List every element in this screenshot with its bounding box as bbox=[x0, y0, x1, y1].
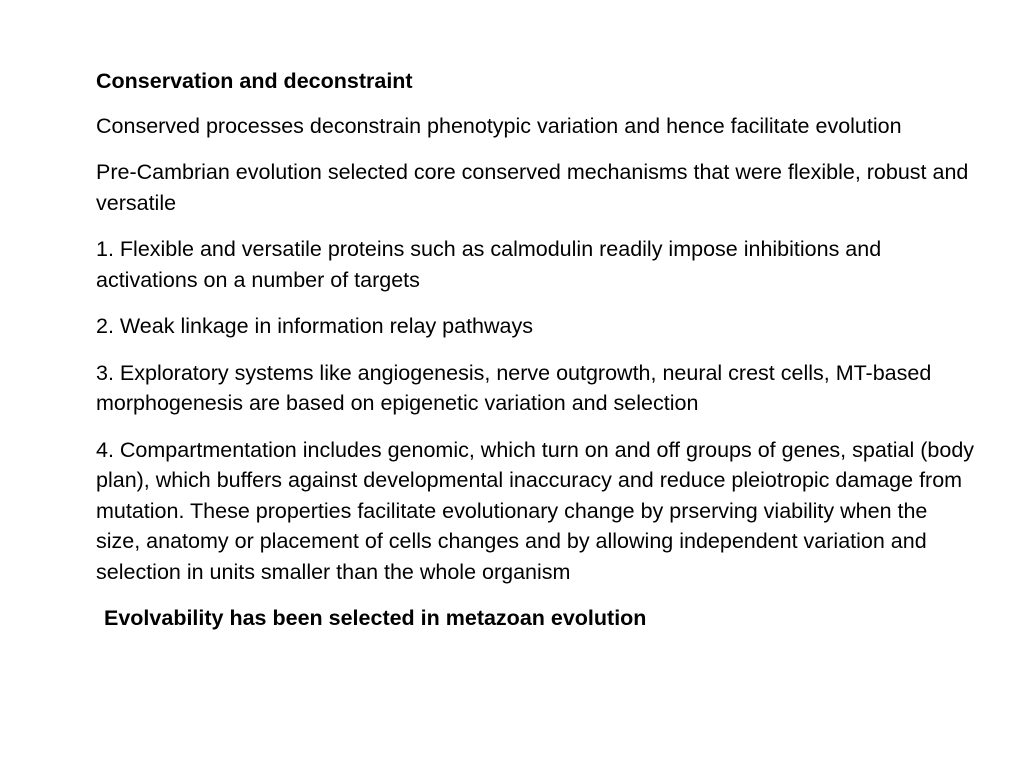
list-item-4: 4. Compartmentation includes genomic, which turn on and off groups of genes, spatial (body plan), which buffers against developmental inaccuracy and reduce pleiotropic damage from mutation. These properties facilitate evolutionary change by prserving viability when the size, anatomy or placement of cells changes and by allowing independent variation and selection in units smaller than the whole organism bbox=[96, 437, 975, 584]
paragraph-conserved-processes: Conserved processes deconstrain phenotypic variation and hence facilitate evolution bbox=[96, 113, 902, 138]
list-item-2: 2. Weak linkage in information relay pathways bbox=[96, 314, 533, 338]
list-item-3: 3. Exploratory systems like angiogenesis, nerve outgrowth, neural crest cells, MT-based morphogenesis are based on epigenetic variation and selection bbox=[96, 360, 932, 415]
slide-title: Conservation and deconstraint bbox=[96, 69, 413, 93]
list-item-1: 1. Flexible and versatile proteins such as calmodulin readily impose inhibitions and activations on a number of targets bbox=[96, 237, 882, 292]
slide-content bbox=[96, 66, 976, 650]
paragraph-pre-cambrian: Pre-Cambrian evolution selected core conserved mechanisms that were flexible, robust and versatile bbox=[96, 160, 969, 215]
conclusion: Evolvability has been selected in metazoan evolution bbox=[104, 606, 647, 630]
